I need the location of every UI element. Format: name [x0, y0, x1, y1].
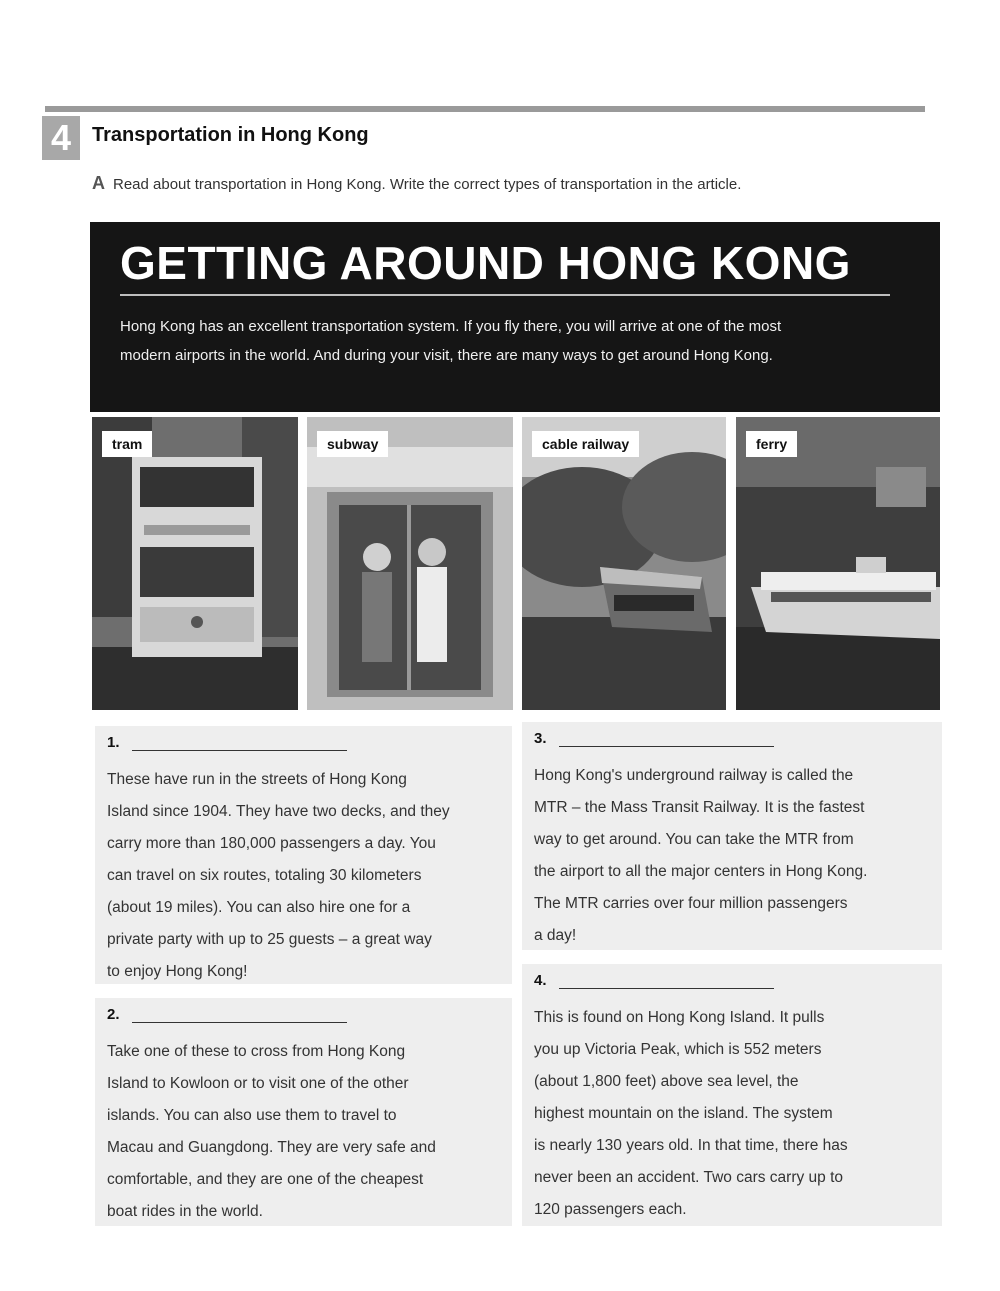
section-title: Transportation in Hong Kong: [92, 124, 369, 146]
instruction-text: Read about transportation in Hong Kong. Write the correct types of transportation in the article.: [113, 176, 742, 193]
article-line: 120 passengers each.: [534, 1201, 687, 1218]
article-intro: Hong Kong has an excellent transportation system. If you fly there, you will arrive at one of the most modern airports in the world. And during your visit, there are many ways to get around Hong Kong.: [120, 318, 782, 364]
article-line: can travel on six routes, totaling 30 kilometers: [107, 867, 422, 884]
article-line: to enjoy Hong Kong!: [107, 963, 248, 980]
article-text-4: [534, 1002, 848, 1226]
article-heading-1: [107, 734, 347, 751]
tram-photo: [92, 417, 298, 710]
article-line: is nearly 130 years old. In that time, there has: [534, 1137, 848, 1154]
article-line: This is found on Hong Kong Island. It pulls: [534, 1009, 825, 1026]
cable-railway-photo: [522, 417, 726, 710]
article-number-3: 3.: [534, 730, 547, 747]
article-heading-2: [107, 1006, 347, 1023]
article-line: islands. You can also use them to travel to: [107, 1107, 397, 1124]
article-text-3: [534, 760, 867, 952]
article-panel-3: [522, 722, 942, 950]
article-line: never been an accident. Two cars carry up to: [534, 1169, 844, 1186]
instruction: [92, 173, 741, 194]
article-line: the airport to all the major centers in Hong Kong.: [534, 863, 868, 880]
article-line: you up Victoria Peak, which is 552 meters: [534, 1041, 822, 1058]
article-line: Macau and Guangdong. They are very safe and: [107, 1139, 436, 1156]
article-line: comfortable, and they are one of the cheapest: [107, 1171, 424, 1188]
article-line: private party with up to 25 guests – a great way: [107, 931, 432, 948]
cable-railway-illustration: [522, 417, 726, 710]
article-line: (about 19 miles). You can also hire one for a: [107, 899, 411, 916]
article-number-4: 4.: [534, 972, 547, 989]
article-panel-4: [522, 964, 942, 1226]
subway-illustration: [307, 417, 513, 710]
article-line: The MTR carries over four million passengers: [534, 895, 848, 912]
article-line: Hong Kong's underground railway is called the: [534, 767, 854, 784]
article-line: Take one of these to cross from Hong Kong: [107, 1043, 406, 1060]
article-line: Island since 1904. They have two decks, and they: [107, 803, 450, 820]
section-number: 4: [42, 116, 80, 160]
photo-label-cable-railway: cable railway: [532, 431, 639, 457]
article-number-1: 1.: [107, 734, 120, 751]
ferry-photo: [736, 417, 940, 710]
article-line: highest mountain on the island. The system: [534, 1105, 833, 1122]
article-banner: [90, 222, 940, 412]
article-line: (about 1,800 feet) above sea level, the: [534, 1073, 799, 1090]
photo-label-tram: tram: [102, 431, 152, 457]
article-line: boat rides in the world.: [107, 1203, 263, 1220]
article-line: a day!: [534, 927, 577, 944]
answer-blank-1[interactable]: [132, 746, 347, 751]
instruction-letter: A: [92, 173, 105, 193]
article-title: GETTING AROUND HONG KONG: [120, 237, 851, 289]
ferry-illustration: [736, 417, 940, 710]
article-heading-4: [534, 972, 774, 989]
top-rule: [45, 106, 925, 112]
tram-illustration: [92, 417, 298, 710]
article-panel-1: [95, 726, 512, 984]
article-line: MTR – the Mass Transit Railway. It is the fastest: [534, 799, 865, 816]
photo-label-subway: subway: [317, 431, 388, 457]
article-panel-2: [95, 998, 512, 1226]
answer-blank-2[interactable]: [132, 1018, 347, 1023]
article-line: way to get around. You can take the MTR from: [534, 831, 854, 848]
answer-blank-3[interactable]: [559, 742, 774, 747]
photo-label-ferry: ferry: [746, 431, 797, 457]
answer-blank-4[interactable]: [559, 984, 774, 989]
article-line: These have run in the streets of Hong Kong: [107, 771, 407, 788]
article-text-1: [107, 764, 450, 988]
article-number-2: 2.: [107, 1006, 120, 1023]
article-line: carry more than 180,000 passengers a day. You: [107, 835, 436, 852]
article-text-2: [107, 1036, 436, 1228]
article-line: Island to Kowloon or to visit one of the other: [107, 1075, 409, 1092]
subway-photo: [307, 417, 513, 710]
banner-divider: [120, 294, 890, 296]
article-heading-3: [534, 730, 774, 747]
